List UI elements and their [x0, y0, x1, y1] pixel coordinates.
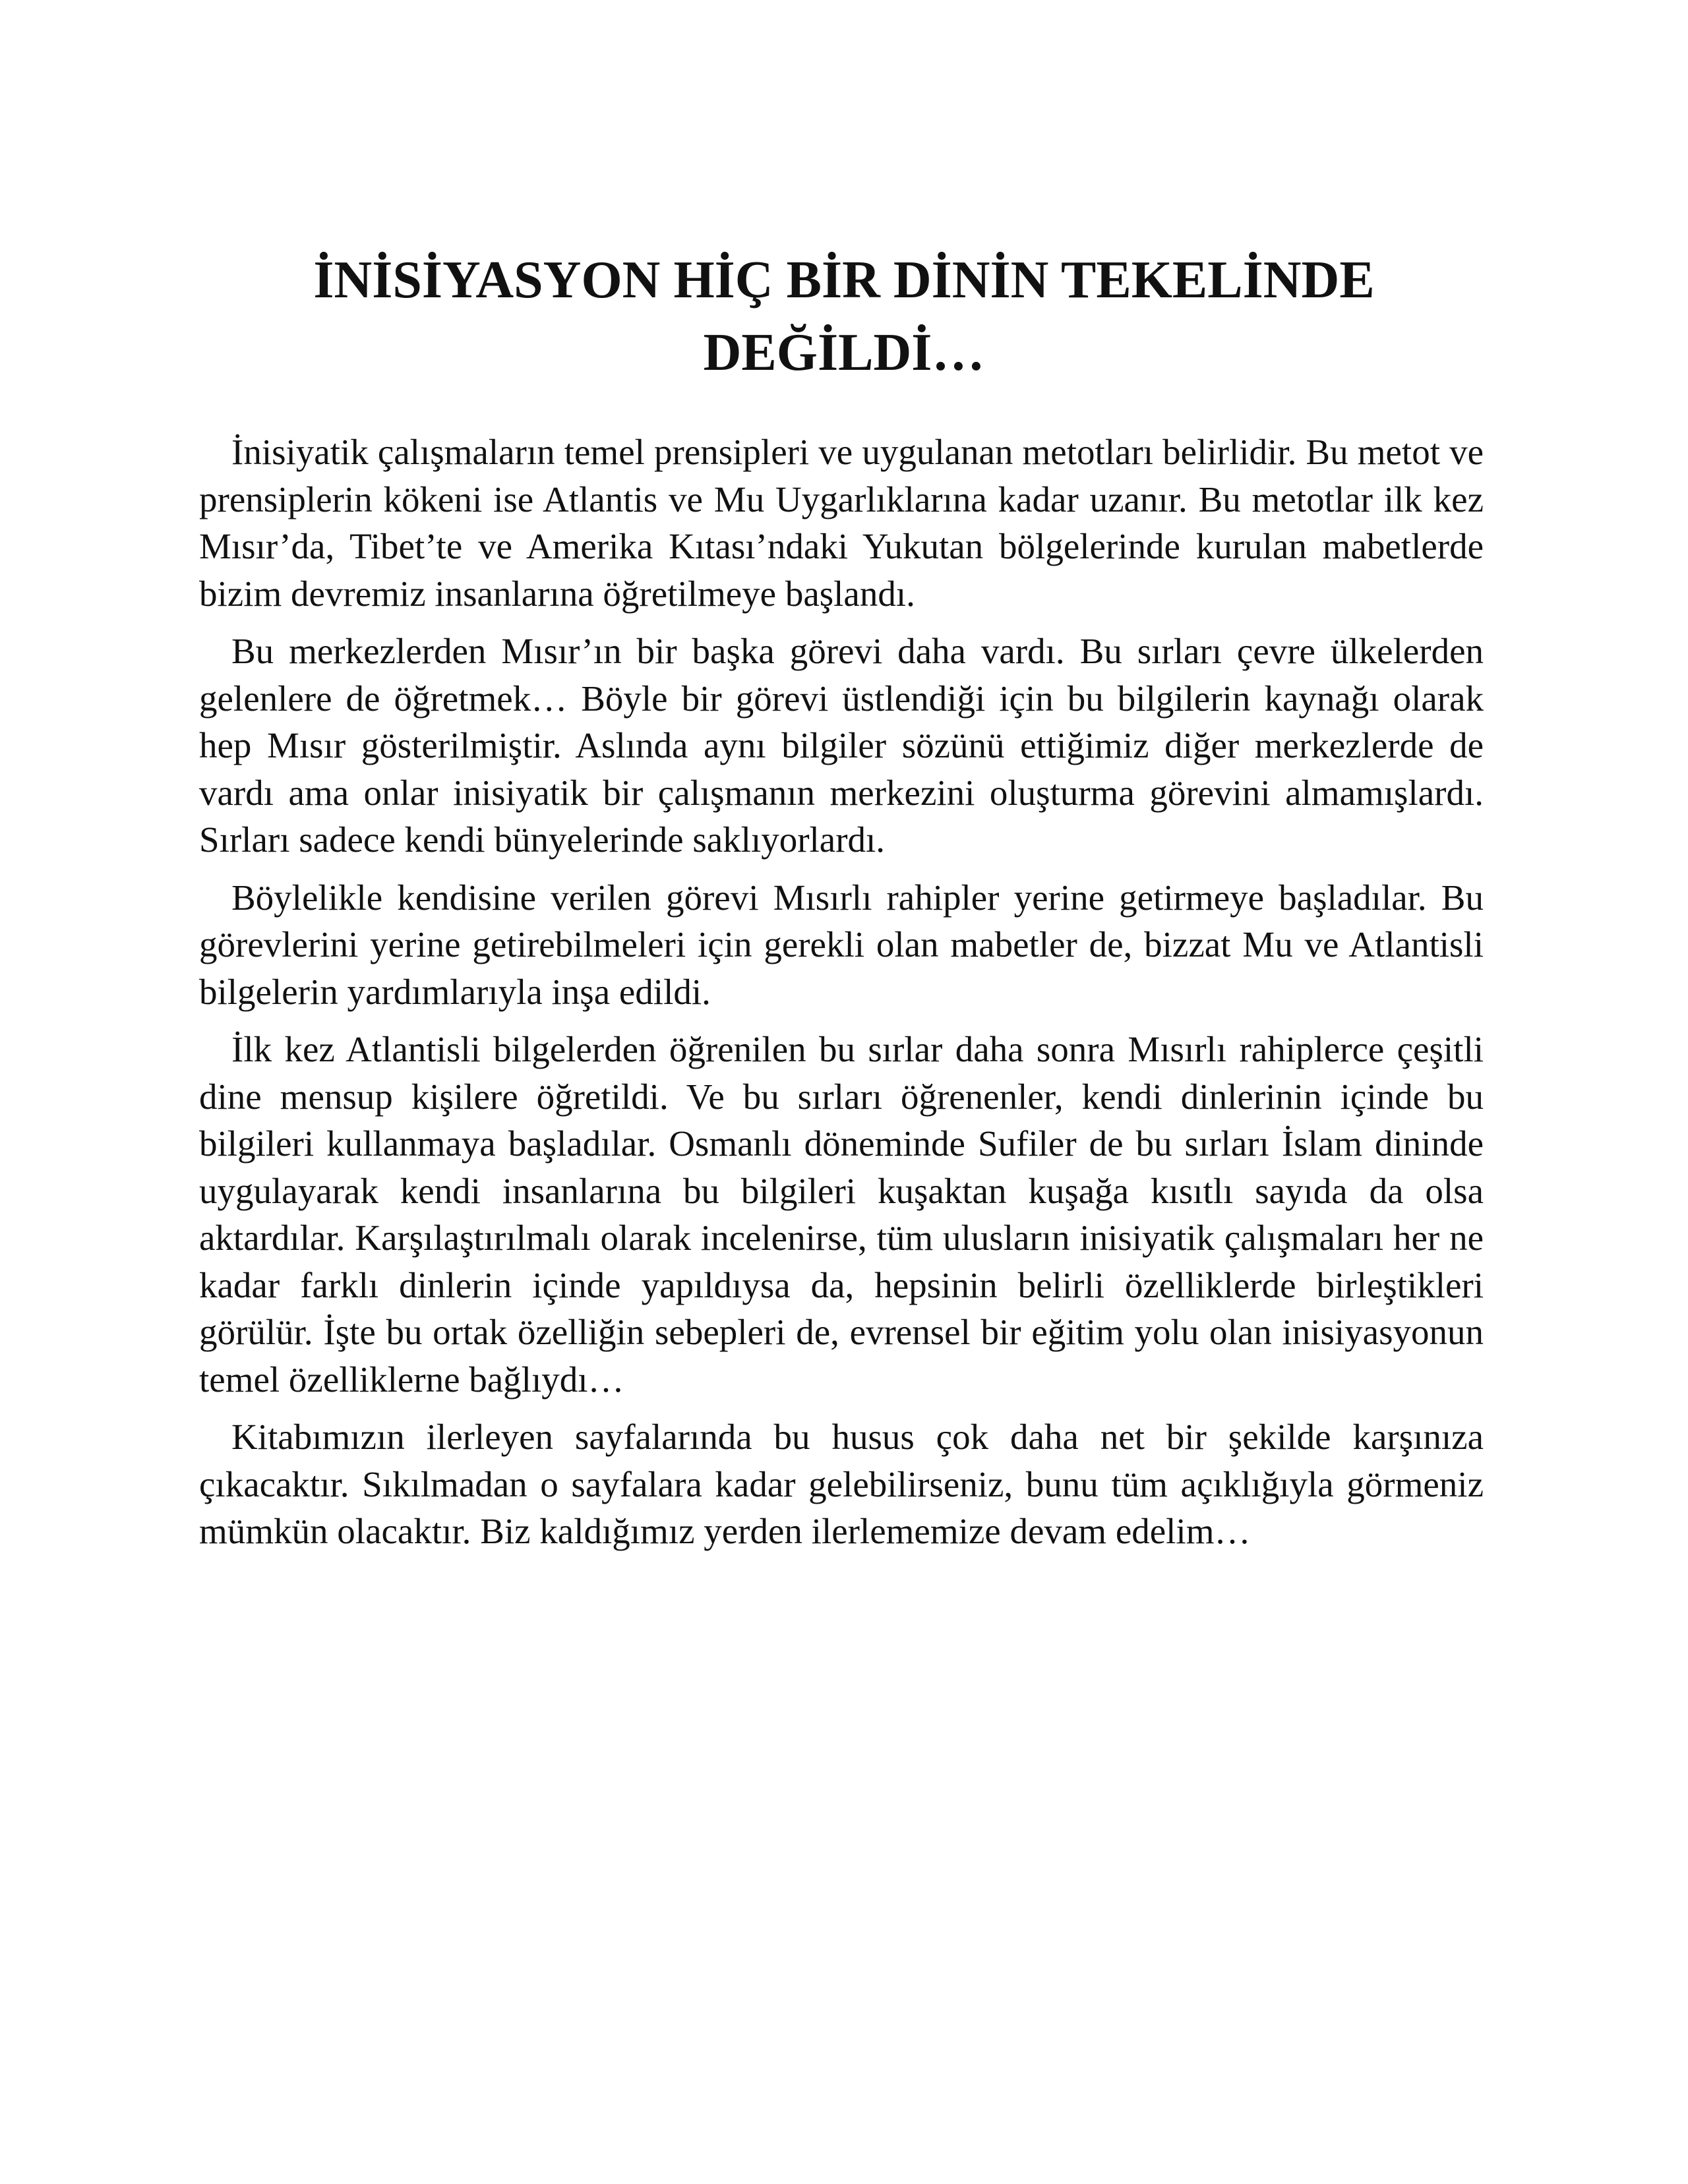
paragraph-2: Bu merkezlerden Mısır’ın bir başka görevi daha vardı. Bu sırları çevre ülkelerden gelenlere de öğretmek… Böyle bir görevi üstlendiği için bu bilgilerin kaynağı olarak hep Mısır gösterilmiştir. Aslında aynı bilgiler sözünü ettiğimiz diğer merkezlerde de vardı ama onlar inisiyatik bir çalışmanın merkezini oluşturma görevini almamışlardı. Sırları sadece kendi bünyelerinde saklıyorlardı. [199, 631, 1484, 860]
paragraph-4: İlk kez Atlantisli bilgelerden öğrenilen bu sırlar daha sonra Mısırlı rahiplerce çeşitli dine mensup kişilere öğretildi. Ve bu sırları öğrenenler, kendi dinlerinin içinde bu bilgileri kullanmaya başladılar. Osmanlı döneminde Sufiler de bu sırları İslam dininde uygulayarak kendi insanlarına bu bilgileri kuşaktan kuşağa kısıtlı sayıda da olsa aktardılar. Karşılaştırılmalı olarak incelenirse, tüm ulusların inisiyatik çalışmaları her ne kadar farklı dinlerin içinde yapıldıysa da, hepsinin belirli özelliklerde birleştikleri görülür. İşte bu ortak özelliğin sebepleri de, evrensel bir eğitim yolu olan inisiyasyonun temel özelliklerne bağlıydı… [199, 1029, 1484, 1400]
paragraph-5: Kitabımızın ilerleyen sayfalarında bu husus çok daha net bir şekilde karşınıza çıkacaktır. Sıkılmadan o sayfalara kadar gelebilirseniz, bunu tüm açıklığıyla görmeniz mümkün olacaktır. Biz kaldığımız yerden ilerlememize devam edelim… [199, 1417, 1484, 1551]
page-title: İNİSİYASYON HİÇ BİR DİNİN TEKELİNDE DEĞİLDİ… [313, 251, 1375, 382]
paragraph-3: Böylelikle kendisine verilen görevi Mısırlı rahipler yerine getirmeye başladılar. Bu görevlerini yerine getirebilmeleri için gerekli olan mabetler de, bizzat Mu ve Atlantisli bilgelerin yardımlarıyla inşa edildi. [199, 877, 1484, 1012]
paragraph-1: İnisiyatik çalışmaların temel prensipleri ve uygulanan metotları belirlidir. Bu metot ve prensiplerin kökeni ise Atlantis ve Mu Uygarlıklarına kadar uzanır. Bu metotlar ilk kez Mısır’da, Tibet’te ve Amerika Kıtası’ndaki Yukutan bölgelerinde kurulan mabetlerde bizim devremiz insanlarına öğretilmeye başlandı. [199, 432, 1484, 614]
document-body [199, 428, 1484, 1566]
